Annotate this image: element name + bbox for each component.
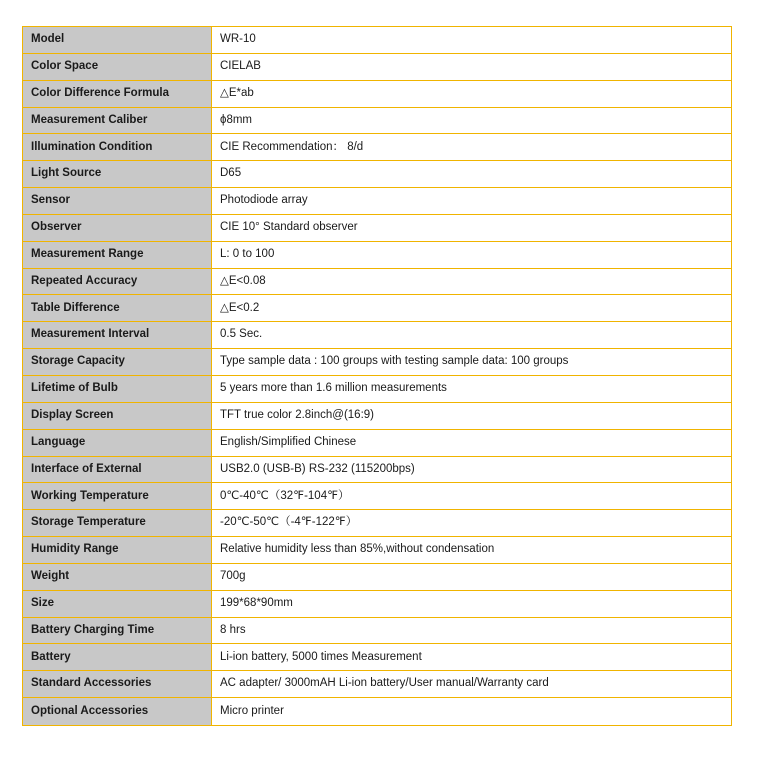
table-row [23,134,732,161]
spec-label: Measurement Range [23,241,212,268]
table-row [23,188,732,215]
spec-label: Storage Capacity [23,349,212,376]
spec-table-body [23,27,732,726]
spec-label: Humidity Range [23,537,212,564]
spec-value: 0.5 Sec. [212,322,732,349]
spec-label: Measurement Caliber [23,107,212,134]
table-row [23,671,732,698]
spec-value: 5 years more than 1.6 million measurements [212,375,732,402]
table-row [23,644,732,671]
spec-label: Storage Temperature [23,510,212,537]
table-row [23,537,732,564]
table-row [23,698,732,726]
spec-label: Size [23,590,212,617]
spec-value: -20℃-50℃（-4℉-122℉） [212,510,732,537]
table-row [23,322,732,349]
spec-label: Language [23,429,212,456]
spec-label: Measurement Interval [23,322,212,349]
spec-label: Color Difference Formula [23,80,212,107]
spec-value: CIE Recommendation： 8/d [212,134,732,161]
spec-label: Illumination Condition [23,134,212,161]
spec-value: △E<0.2 [212,295,732,322]
table-row [23,241,732,268]
spec-value: Relative humidity less than 85%,without condensation [212,537,732,564]
spec-value: Type sample data : 100 groups with testing sample data: 100 groups [212,349,732,376]
spec-label: Weight [23,563,212,590]
spec-value: ϕ8mm [212,107,732,134]
spec-label: Table Difference [23,295,212,322]
spec-label: Repeated Accuracy [23,268,212,295]
table-row [23,563,732,590]
table-row [23,375,732,402]
spec-value: Micro printer [212,698,732,726]
spec-value: △E*ab [212,80,732,107]
table-row [23,161,732,188]
spec-table [22,26,732,726]
spec-value: CIE 10° Standard observer [212,214,732,241]
spec-label: Light Source [23,161,212,188]
spec-label: Color Space [23,53,212,80]
table-row [23,483,732,510]
table-row [23,349,732,376]
spec-value: Photodiode array [212,188,732,215]
table-row [23,510,732,537]
spec-value: Li-ion battery, 5000 times Measurement [212,644,732,671]
table-row [23,295,732,322]
spec-label: Working Temperature [23,483,212,510]
spec-label: Sensor [23,188,212,215]
spec-value: CIELAB [212,53,732,80]
spec-label: Display Screen [23,402,212,429]
spec-label: Optional Accessories [23,698,212,726]
spec-value: 700g [212,563,732,590]
table-row [23,53,732,80]
spec-label: Interface of External [23,456,212,483]
spec-label: Battery [23,644,212,671]
spec-label: Standard Accessories [23,671,212,698]
table-row [23,214,732,241]
spec-value: AC adapter/ 3000mAH Li-ion battery/User manual/Warranty card [212,671,732,698]
table-row [23,80,732,107]
spec-value: L: 0 to 100 [212,241,732,268]
spec-value: 8 hrs [212,617,732,644]
spec-value: △E<0.08 [212,268,732,295]
table-row [23,107,732,134]
spec-value: 199*68*90mm [212,590,732,617]
spec-value: 0℃-40℃（32℉-104℉） [212,483,732,510]
table-row [23,590,732,617]
spec-label: Model [23,27,212,54]
spec-label: Battery Charging Time [23,617,212,644]
table-row [23,429,732,456]
spec-value: English/Simplified Chinese [212,429,732,456]
spec-value: USB2.0 (USB-B) RS-232 (115200bps) [212,456,732,483]
table-row [23,268,732,295]
spec-value: WR-10 [212,27,732,54]
table-row [23,402,732,429]
spec-label: Observer [23,214,212,241]
spec-label: Lifetime of Bulb [23,375,212,402]
spec-value: TFT true color 2.8inch@(16:9) [212,402,732,429]
table-row [23,27,732,54]
spec-value: D65 [212,161,732,188]
table-row [23,617,732,644]
table-row [23,456,732,483]
